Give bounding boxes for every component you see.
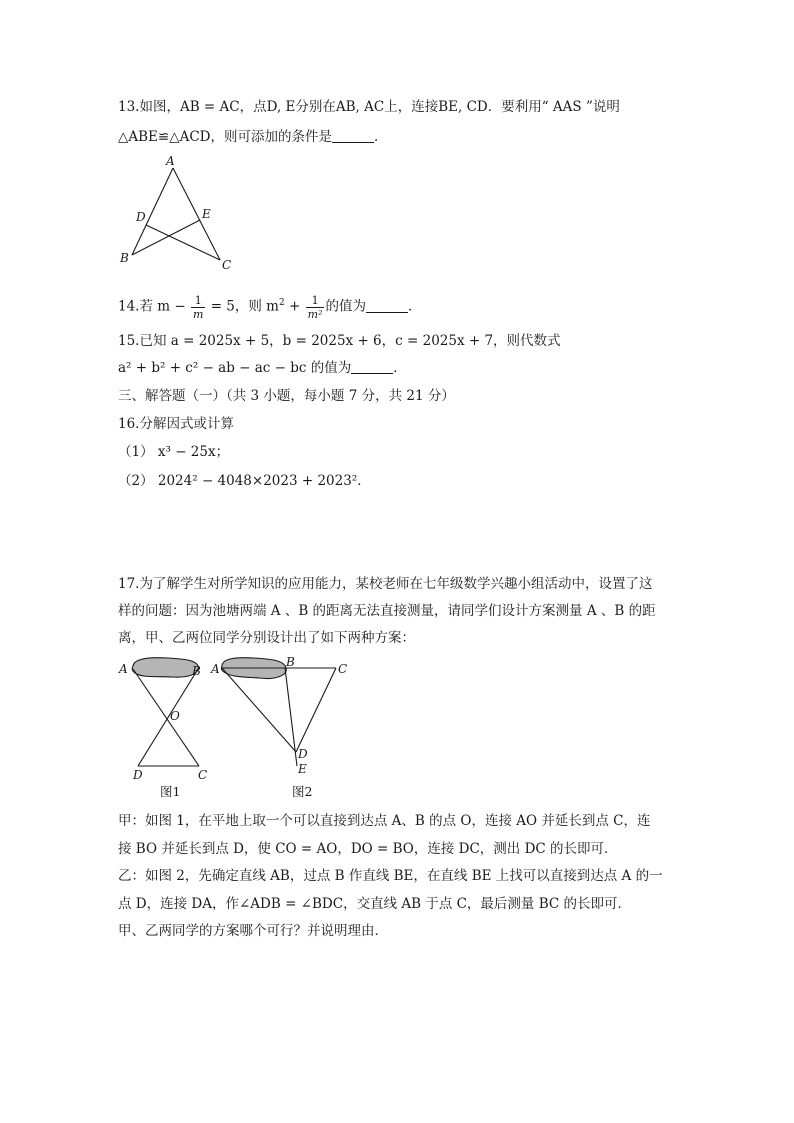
q17-question: 甲、乙两同学的方案哪个可行？并说明理由． — [118, 923, 388, 939]
q13-line1: 13.如图，AB = AC，点D, E分别在AB, AC上，连接BE, CD．要利用“ AAS ”说明 — [118, 99, 620, 115]
q14-frac2-num: 1 — [306, 294, 325, 308]
q17-fig1-caption: 图1 — [160, 784, 181, 799]
q14-prefix: 14.若 m − — [118, 298, 186, 315]
q14-suffix: 的值为 — [325, 298, 366, 315]
q17-fig2-label-a: A — [211, 662, 220, 676]
section3-title: 三、解答题（一）（共 3 小题，每小题 7 分，共 21 分） — [118, 388, 455, 404]
q17-fig2-label-b: B — [286, 655, 295, 669]
q14-frac1-den: m — [192, 307, 204, 321]
q13-triangle-figure — [112, 152, 242, 274]
q17-figure-2 — [208, 652, 358, 804]
q17-fig1-label-a: A — [119, 662, 128, 676]
q13-label-e: E — [202, 207, 211, 221]
q16-part1: （1） x³ − 25x； — [118, 444, 230, 460]
q17-fig2-label-e: E — [298, 762, 307, 776]
q17-line2: 样的问题：因为池塘两端 A 、B 的距离无法直接测量，请同学们设计方案测量 A 、B 的距 — [118, 603, 656, 619]
q15-line2-text: a² + b² + c² − ab − ac − bc 的值为 — [118, 360, 352, 376]
q17-fig1-pond — [132, 658, 198, 677]
q15-line2 — [118, 358, 407, 378]
q16-title: 16.分解因式或计算 — [118, 416, 234, 432]
q14-frac2-den: m² — [307, 307, 323, 321]
q17-fig1-label-o: O — [170, 709, 180, 723]
q14-sup: 2 — [279, 298, 285, 308]
q15-line2-end: ． — [393, 360, 407, 376]
q13-side-ac — [173, 168, 220, 260]
q14-end: ． — [407, 298, 422, 315]
q17-jia-line1: 甲：如图 1，在平地上取一个可以直接到达点 A、B 的点 O，连接 AO 并延长到点 C，连 — [118, 813, 651, 829]
q17-fig1-label-d: D — [133, 768, 143, 782]
q17-line3: 离，甲、乙两位同学分别设计出了如下两种方案： — [118, 630, 415, 646]
q13-answer-blank — [332, 128, 374, 143]
q15-answer-blank — [351, 359, 393, 374]
q14-answer-blank — [366, 298, 408, 313]
q14-mid: = 5，则 m — [210, 298, 279, 315]
q13-label-b: B — [120, 251, 129, 265]
q17-fig2-label-c: C — [338, 662, 348, 676]
q15-line1: 15.已知 a = 2025x + 5，b = 2025x + 6，c = 2025x + 7，则代数式 — [118, 333, 561, 349]
q14-line — [118, 288, 421, 322]
q13-line2-text: △ABE≌△ACD，则可添加的条件是 — [118, 129, 333, 145]
q17-fig2-label-d: D — [298, 747, 308, 761]
q17-fig1-label-c: C — [198, 768, 208, 782]
q13-label-a: A — [166, 154, 175, 168]
q17-jia-line2: 接 BO 并延长到点 D，使 CO = AO，DO = BO，连接 DC，测出 DC 的长即可． — [118, 841, 618, 857]
q17-fig2-line-be — [285, 668, 297, 766]
q17-fig2-line-ad — [222, 668, 296, 752]
q13-segment-be — [132, 220, 200, 255]
q13-label-c: C — [222, 258, 232, 272]
q14-plus: + — [284, 298, 305, 315]
q17-fig2-caption: 图2 — [292, 784, 313, 799]
q17-yi-line1: 乙：如图 2，先确定直线 AB，过点 B 作直线 BE，在直线 BE 上找可以直接到达点 A 的一 — [118, 868, 663, 884]
q14-fraction-1 — [191, 294, 205, 321]
q13-label-d: D — [136, 210, 146, 224]
q16-part2: （2） 2024² − 4048×2023 + 2023²． — [118, 473, 371, 489]
q14-fraction-2 — [306, 294, 325, 321]
q13-line2-end: ． — [374, 129, 388, 145]
q17-fig2-line-cd — [296, 668, 336, 752]
q17-fig1-label-b: B — [192, 664, 201, 678]
q17-line1: 17.为了解学生对所学知识的应用能力，某校老师在七年级数学兴趣小组活动中，设置了这 — [118, 576, 653, 592]
q13-line2 — [118, 127, 388, 147]
q14-frac1-num: 1 — [191, 294, 205, 308]
q17-yi-line2: 点 D，连接 DA，作∠ADB = ∠BDC，交直线 AB 于点 C，最后测量 BC 的长即可． — [118, 896, 632, 912]
